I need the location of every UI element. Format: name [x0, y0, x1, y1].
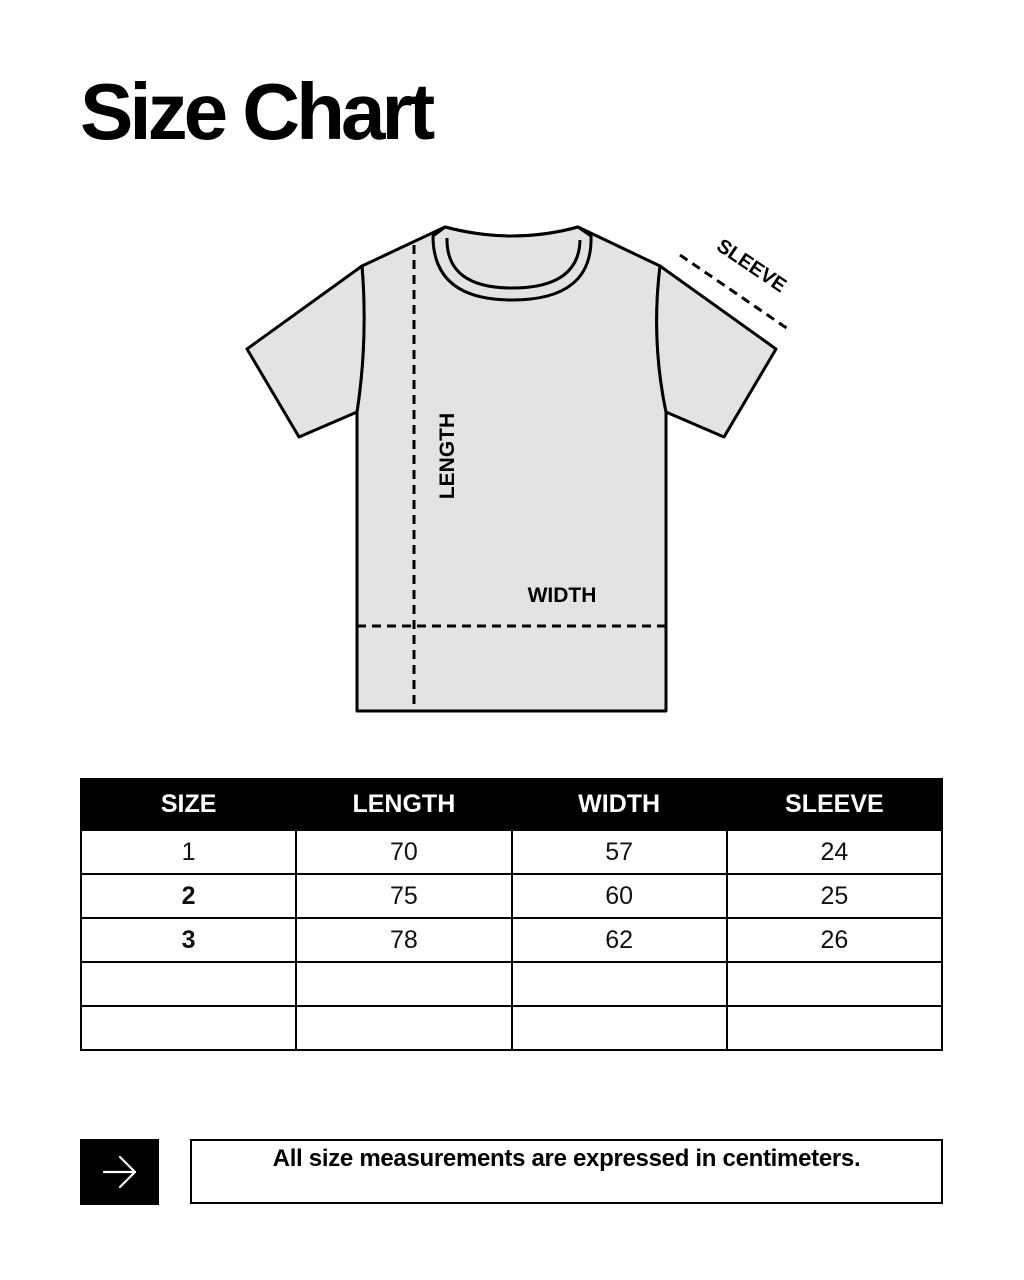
length-cell: 75 [296, 874, 511, 918]
arrow-right-icon [100, 1152, 140, 1192]
width-label: WIDTH [527, 584, 597, 607]
table-row [81, 1006, 942, 1050]
width-cell: 60 [512, 874, 727, 918]
sleeve-cell: 26 [727, 918, 942, 962]
page-title: Size Chart [80, 67, 432, 156]
sleeve-cell [727, 1006, 942, 1050]
length-cell [296, 1006, 511, 1050]
column-header-sleeve: SLEEVE [727, 779, 942, 830]
sleeve-cell [727, 962, 942, 1006]
width-cell: 57 [512, 830, 727, 874]
size-table [80, 778, 943, 1051]
size-cell [81, 962, 296, 1006]
measurement-note [190, 1139, 943, 1204]
length-cell: 78 [296, 918, 511, 962]
column-header-size: SIZE [81, 779, 296, 830]
sleeve-cell: 25 [727, 874, 942, 918]
width-cell [512, 1006, 727, 1050]
length-cell [296, 962, 511, 1006]
sleeve-label: SLEEVE [712, 234, 791, 298]
table-row [81, 874, 942, 918]
width-cell [512, 962, 727, 1006]
size-cell: 2 [81, 874, 296, 918]
width-cell: 62 [512, 918, 727, 962]
table-row [81, 918, 942, 962]
size-cell: 1 [81, 830, 296, 874]
arrow-button[interactable] [80, 1139, 159, 1205]
sleeve-cell: 24 [727, 830, 942, 874]
column-header-length: LENGTH [296, 779, 511, 830]
table-header-row [81, 779, 942, 830]
column-header-width: WIDTH [512, 779, 727, 830]
size-cell [81, 1006, 296, 1050]
size-cell: 3 [81, 918, 296, 962]
tshirt-left-sleeve [247, 266, 364, 437]
length-cell: 70 [296, 830, 511, 874]
tshirt-illustration [247, 227, 776, 711]
tshirt-right-sleeve [657, 266, 776, 437]
measurement-note-text: All size measurements are expressed in centimeters. [272, 1145, 861, 1172]
length-label: LENGTH [436, 412, 459, 500]
table-row [81, 830, 942, 874]
table-row [81, 962, 942, 1006]
